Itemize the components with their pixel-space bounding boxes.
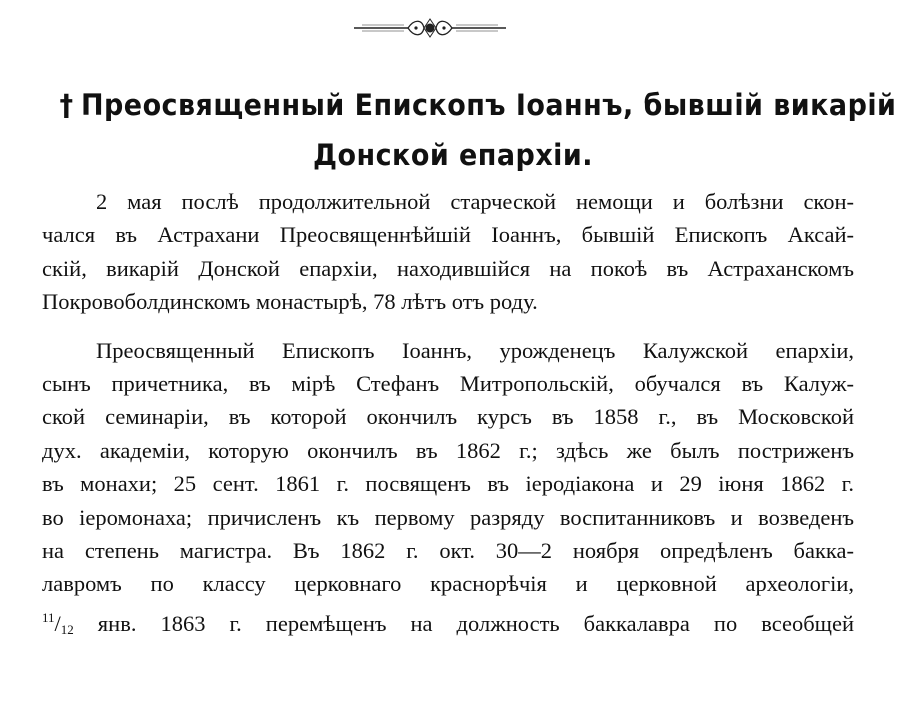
- dagger-mark: †: [59, 88, 74, 122]
- decorative-fleuron-icon: [350, 14, 510, 42]
- text-line: дух. академіи, которую окончилъ въ 1862 г.; здѣсь же былъ постриженъ: [42, 437, 854, 463]
- text-line: [42, 601, 854, 646]
- article-title: [59, 80, 897, 180]
- text-line: въ монахи; 25 сент. 1861 г. посвященъ въ іеродіакона и 29 іюня 1862 г.: [42, 471, 854, 497]
- text-line: чался въ Астрахани Преосвященнѣйшій Іоаннъ, бывшій Епископъ Аксай-: [42, 222, 854, 248]
- text-line: Преосвященный Епископъ Іоаннъ, урожденецъ Калужской епархіи,: [96, 337, 854, 363]
- text-line: лавромъ по классу церковнаго краснорѣчія и церковной археологіи,: [42, 571, 854, 597]
- text-line: на степень магистра. Въ 1862 г. окт. 30—2 ноября опредѣленъ бакка-: [42, 538, 854, 564]
- text-line: Покровоболдинскомъ монастырѣ, 78 лѣтъ отъ роду.: [42, 289, 538, 315]
- text-line: 2 мая послѣ продолжительной старческой немощи и болѣзни скон-: [96, 189, 854, 214]
- fraction-slash: /: [54, 610, 61, 636]
- fraction-denominator: 12: [60, 621, 74, 637]
- title-line-2: Донской епархіи.: [313, 138, 593, 172]
- article-body: [42, 185, 854, 646]
- text-line-rest: янв. 1863 г. перемѣщенъ на должность баккалавра по всеобщей: [73, 610, 854, 636]
- title-text-1: Преосвященный Епископъ Іоаннъ, бывшій викарій: [80, 88, 897, 122]
- paragraph-1: [42, 185, 854, 319]
- paragraph-2: [42, 334, 854, 647]
- fraction-numerator: 11: [42, 609, 55, 625]
- text-line: во іеромонаха; причисленъ къ первому разряду воспитанниковъ и возведенъ: [42, 504, 854, 530]
- text-line: скій, викарій Донской епархіи, находившійся на покоѣ въ Астраханскомъ: [42, 255, 854, 281]
- title-line-1: [59, 80, 897, 130]
- text-line: ской семинаріи, въ которой окончилъ курсъ въ 1858 г., въ Московской: [42, 404, 854, 430]
- text-line: сынъ причетника, въ мірѣ Стефанъ Митропольскій, обучался въ Калуж-: [42, 371, 854, 397]
